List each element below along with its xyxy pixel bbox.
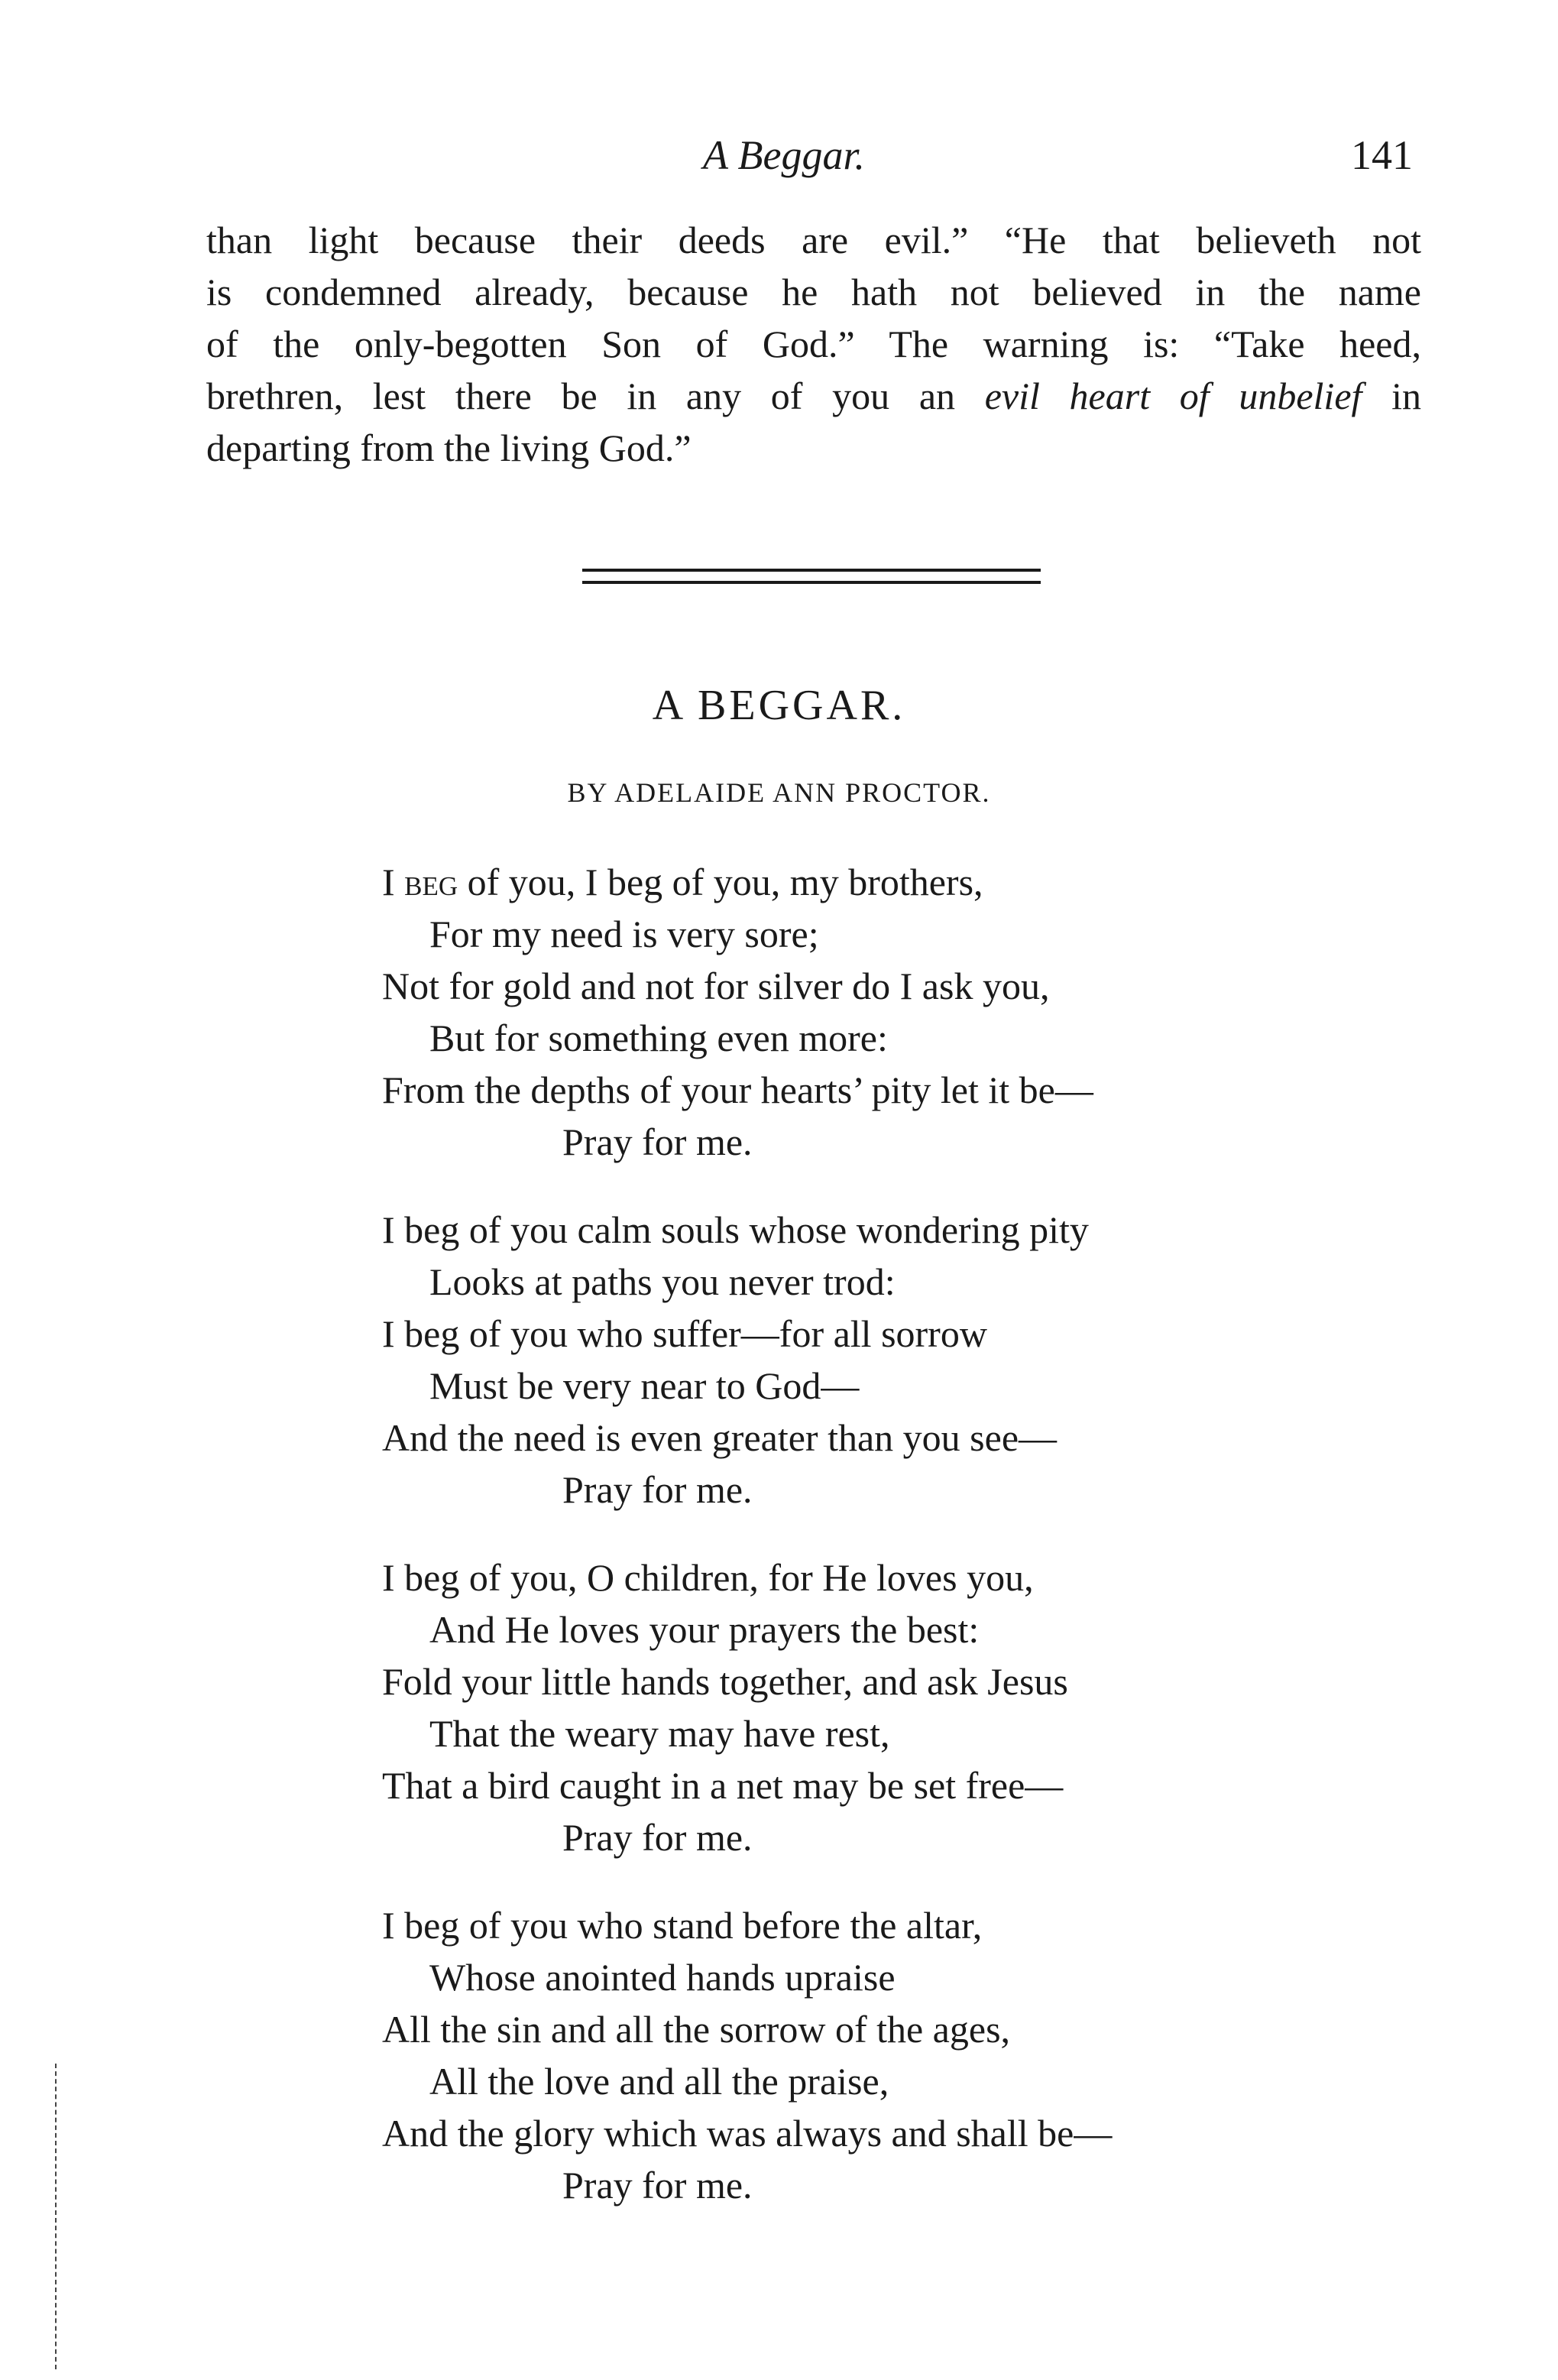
prose-line: departing from the living God.” <box>206 426 692 469</box>
refrain-line: Pray for me. <box>562 1120 753 1163</box>
verse-line: I beg of you, O children, for He loves you, <box>382 1556 1034 1599</box>
verse-line: From the depths of your hearts’ pity let it be— <box>382 1068 1093 1111</box>
page-number: 141 <box>1351 132 1413 178</box>
section-divider <box>582 569 1041 572</box>
verse-line: Looks at paths you never trod: <box>429 1260 896 1303</box>
verse-line: Not for gold and not for silver do I ask you, <box>382 965 1050 1007</box>
section-divider <box>582 581 1041 584</box>
verse-line: And the need is even greater than you see— <box>382 1416 1058 1459</box>
verse-line: Must be very near to God— <box>429 1364 860 1407</box>
verse-line: I beg of you who stand before the altar, <box>382 1904 983 1947</box>
prose-emphasis: evil heart of unbelief <box>984 375 1362 417</box>
stanza <box>382 1552 1375 1863</box>
verse-line: I beg of you calm souls whose wondering pity <box>382 1208 1089 1251</box>
verse-line: And the glory which was always and shall be— <box>382 2112 1113 2155</box>
verse-line: And He loves your prayers the best: <box>429 1608 980 1651</box>
prose-line: is condemned already, because he hath not believed in the name <box>206 271 1421 313</box>
stanza <box>382 1899 1375 2211</box>
verse-line: All the love and all the praise, <box>429 2060 889 2103</box>
stanza <box>382 856 1375 1168</box>
stanza <box>382 1204 1375 1516</box>
refrain-line: Pray for me. <box>562 1816 753 1859</box>
prose-line-end: in <box>1362 375 1421 417</box>
poem-body <box>382 856 1375 2247</box>
verse-line: But for something even more: <box>429 1017 888 1059</box>
opening-words: I beg <box>382 861 458 903</box>
verse-line <box>382 856 1375 908</box>
prose-line-start: brethren, lest there be in any of you an <box>206 375 985 417</box>
poem-author: BY ADELAIDE ANN PROCTOR. <box>567 777 991 808</box>
prose-line: of the only-begotten Son of God.” The warning is: “Take heed, <box>206 323 1421 365</box>
scan-margin-mark <box>55 2064 57 2369</box>
prose-line: than light because their deeds are evil.” “He that believeth not <box>206 219 1421 261</box>
verse-line: Whose anointed hands upraise <box>429 1956 896 1999</box>
verse-line: I beg of you who suffer—for all sorrow <box>382 1312 987 1355</box>
refrain-line: Pray for me. <box>562 1468 753 1511</box>
verse-line: All the sin and all the sorrow of the ages, <box>382 2008 1011 2051</box>
poem-title: A BEGGAR. <box>652 682 906 729</box>
verse-line-rest: of you, I beg of you, my brothers, <box>458 861 983 903</box>
verse-line: For my need is very sore; <box>429 913 819 955</box>
running-title: A Beggar. <box>703 132 865 178</box>
verse-line: Fold your little hands together, and ask Jesus <box>382 1660 1068 1703</box>
verse-line: That the weary may have rest, <box>429 1712 890 1755</box>
running-head <box>0 128 1558 182</box>
refrain-line: Pray for me. <box>562 2164 753 2207</box>
prose-line <box>206 370 1421 422</box>
prose-paragraph <box>206 214 1421 474</box>
verse-line: That a bird caught in a net may be set free— <box>382 1764 1064 1807</box>
